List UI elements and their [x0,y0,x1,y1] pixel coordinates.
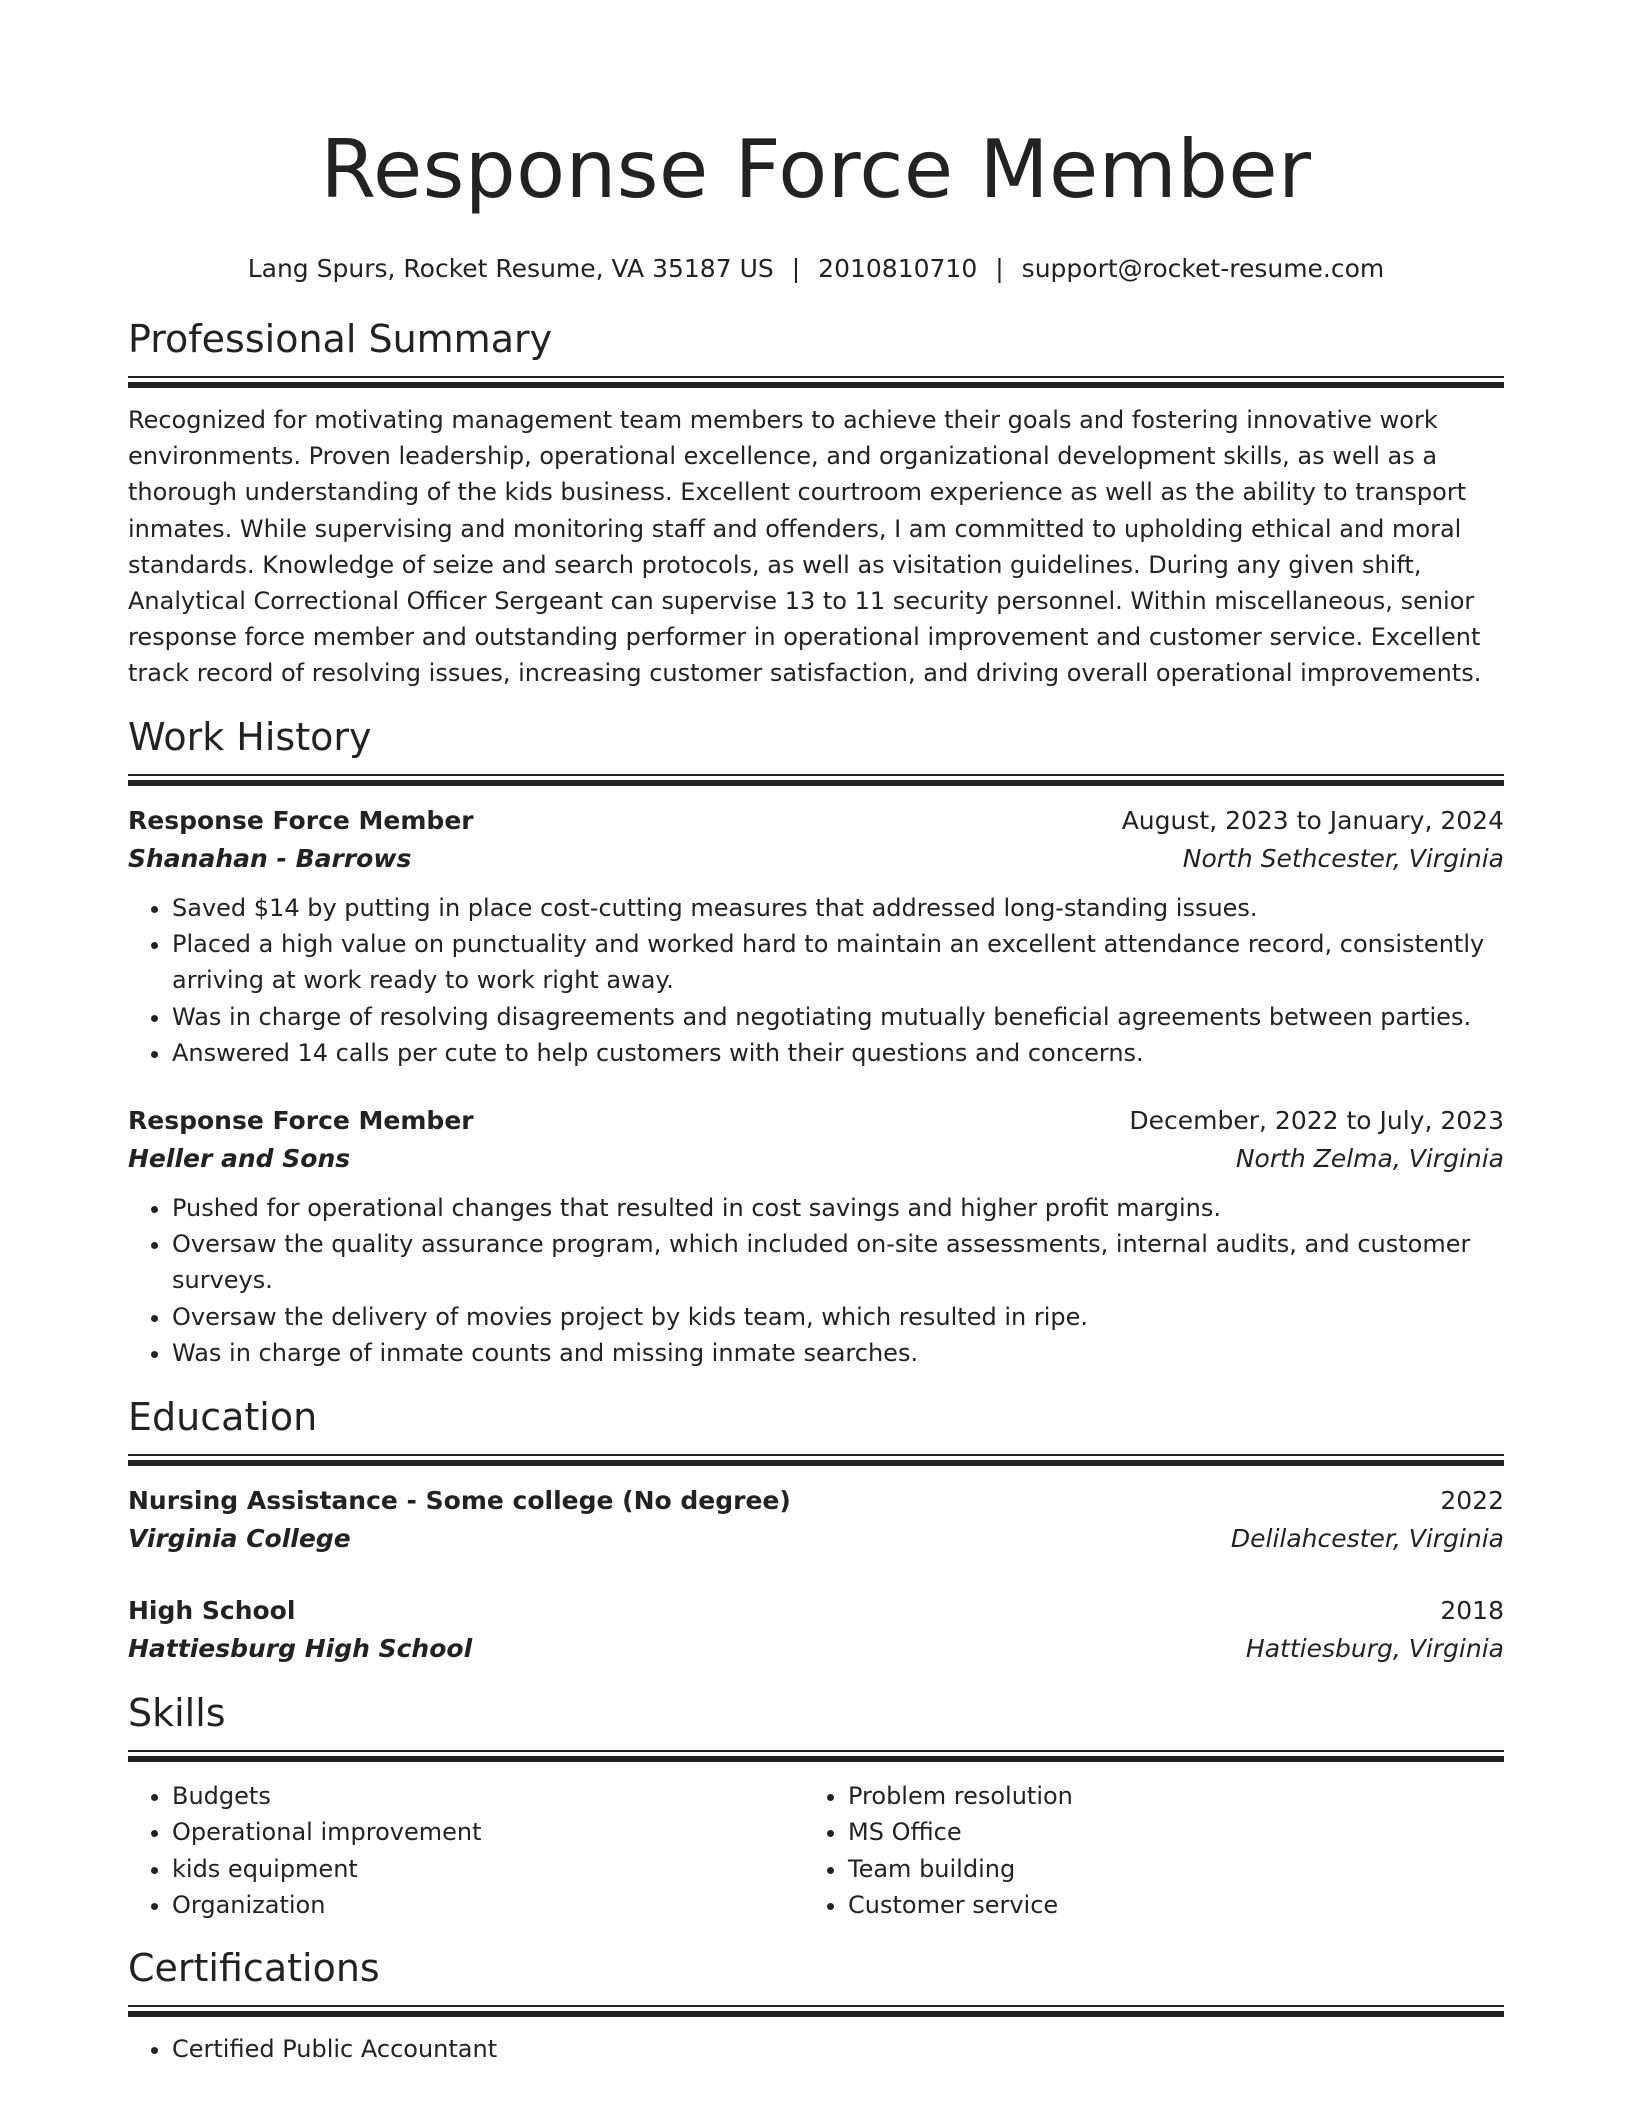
job-location: North Sethcester, Virginia [1182,843,1504,873]
section-divider [128,774,1504,786]
section-title-summary: Professional Summary [128,317,553,361]
job-entry [128,802,1504,1072]
education-year: 2022 [1440,1485,1504,1515]
section-divider [128,1750,1504,1762]
skill-item: • Organization [172,1887,804,1923]
summary-text: Recognized for motivating management team members to achieve their goals and fostering innovative work environments. Proven leadership, operational excellence, and organizational development skills, as well as a thorough understanding of the kids business. Excellent courtroom experience as well as the ability to transport inmates. While supervising and monitoring staff and offenders, I am committed to upholding ethical and moral standards. Knowledge of seize and search protocols, as well as visitation guidelines. During any given shift, Analytical Correctional Officer Sergeant can supervise 13 to 11 security personnel. Within miscellaneous, senior response force member and outstanding performer in operational improvement and customer service. Excellent track record of resolving issues, increasing customer satisfaction, and driving overall operational improvements. [128,406,1482,688]
education-school-row [128,1630,1504,1668]
skill-item: • Customer service [848,1887,1480,1923]
job-entry [128,1102,1504,1372]
contact-phone: 2010810710 [818,254,978,283]
contact-separator: | [995,254,1004,283]
education-school: Virginia College [128,1523,351,1553]
list-item: • Answered 14 calls per cute to help customers with their questions and concerns. [172,1035,1504,1071]
job-company-row [128,1140,1504,1178]
skill-item: • Team building [848,1851,1480,1887]
job-header-row [128,802,1504,840]
list-item: • Oversaw the delivery of movies project by kids team, which resulted in ripe. [172,1299,1504,1335]
education-header-row [128,1482,1504,1520]
certifications-section [128,1943,1504,2067]
section-divider [128,2005,1504,2017]
contact-email: support@rocket-resume.com [1021,254,1385,283]
education-school-row [128,1520,1504,1558]
section-title-education: Education [128,1394,318,1439]
section-title-skills: Skills [128,1690,226,1735]
skills-columns [128,1778,1504,1924]
education-degree: High School [128,1595,296,1625]
certification-item: • Certified Public Accountant [172,2031,1504,2067]
contact-line [128,252,1504,286]
list-item: • Pushed for operational changes that resulted in cost savings and higher profit margins. [172,1190,1504,1226]
job-header-row [128,1102,1504,1140]
job-company: Heller and Sons [128,1143,351,1173]
section-title-certifications: Certifications [128,1946,380,1991]
resume-page [128,0,1504,2068]
skills-list-right [804,1778,1480,1924]
certifications-list [128,2031,1504,2067]
skills-list-left [128,1778,804,1924]
section-divider [128,376,1504,388]
education-year: 2018 [1440,1595,1504,1625]
job-company: Shanahan - Barrows [128,843,412,873]
list-item: • Oversaw the quality assurance program, which included on-site assessments, internal audits, and customer surveys. [172,1226,1504,1299]
education-entry [128,1482,1504,1558]
education-section [128,1392,1504,1668]
job-location: North Zelma, Virginia [1235,1143,1504,1173]
candidate-name: Response Force Member [320,123,1312,216]
contact-separator: | [791,254,801,283]
education-location: Hattiesburg, Virginia [1245,1633,1504,1663]
job-dates: August, 2023 to January, 2024 [1121,805,1504,835]
skill-item: • kids equipment [172,1851,804,1887]
skill-item: • Problem resolution [848,1778,1480,1814]
education-entry [128,1592,1504,1668]
skill-item: • Budgets [172,1778,804,1814]
skill-item: • MS Office [848,1814,1480,1850]
summary-section [128,314,1504,692]
section-divider [128,1454,1504,1466]
job-bullets [128,1190,1504,1372]
job-bullets [128,890,1504,1072]
education-school: Hattiesburg High School [128,1633,473,1663]
list-item: • Placed a high value on punctuality and worked hard to maintain an excellent attendance record, consistently arriving at work ready to work right away. [172,926,1504,999]
list-item: • Saved $14 by putting in place cost-cutting measures that addressed long-standing issues. [172,890,1504,926]
section-title-work-history: Work History [128,714,372,759]
job-dates: December, 2022 to July, 2023 [1129,1105,1504,1135]
education-degree: Nursing Assistance - Some college (No degree) [128,1485,791,1515]
work-history-section [128,712,1504,1372]
contact-address: Lang Spurs, Rocket Resume, VA 35187 US [247,254,774,283]
job-title: Response Force Member [128,1105,474,1135]
job-company-row [128,840,1504,878]
job-title: Response Force Member [128,805,474,835]
education-header-row [128,1592,1504,1630]
education-location: Delilahcester, Virginia [1230,1523,1504,1553]
list-item: • Was in charge of resolving disagreements and negotiating mutually beneficial agreements between parties. [172,999,1504,1035]
skills-section [128,1688,1504,1924]
skill-item: • Operational improvement [172,1814,804,1850]
list-item: • Was in charge of inmate counts and missing inmate searches. [172,1335,1504,1371]
